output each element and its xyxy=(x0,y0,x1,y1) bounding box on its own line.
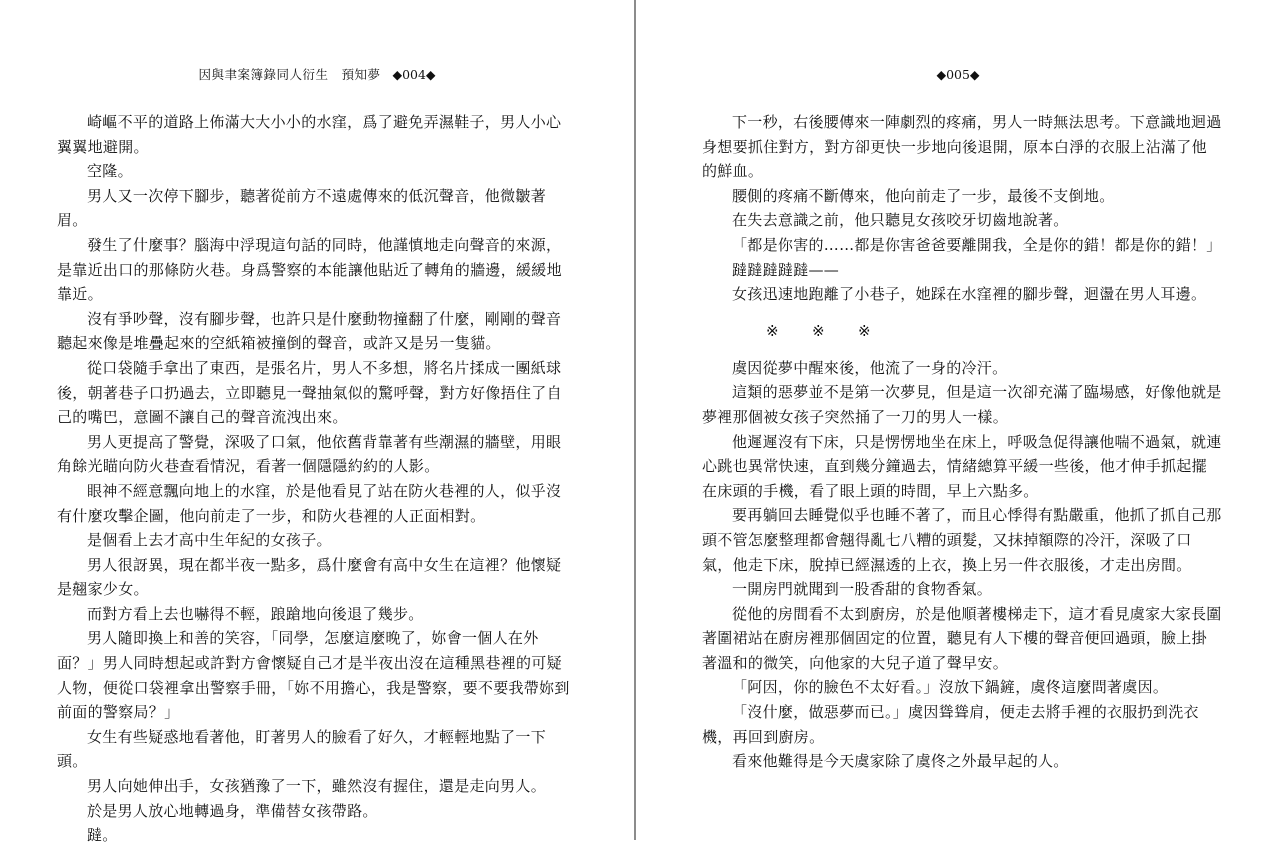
paragraph: 虞因從夢中醒來後，他流了一身的冷汗。 xyxy=(732,358,1008,377)
paragraph: 他遲遲沒有下床，只是愣愣地坐在床上，呼吸急促得讓他喘不過氣，就連心跳也異常快速，直到幾分鐘過去，情緒總算平緩一些後，他才伸手抓起擺在床頭的手機，看了眼上頭的時間，早上六點多。 xyxy=(702,432,1222,500)
paragraph: 從他的房間看不太到廚房，於是他順著樓梯走下，這才看見虞家大家長圍著圍裙站在廚房裡那個固定的位置，聽見有人下樓的聲音便回過頭，臉上掛著溫和的微笑，向他家的大兒子道了聲早安。 xyxy=(702,604,1222,672)
paragraph: 是個看上去才高中生年紀的女孩子。 xyxy=(87,531,332,550)
paragraph: 眼神不經意飄向地上的水窪，於是他看見了站在防火巷裡的人，似乎沒有什麼攻擊企圖，他向前走了一步，和防火巷裡的人正面相對。 xyxy=(57,481,562,525)
paragraph: 「沒什麼，做惡夢而已。」虞因聳聳肩，便走去將手裡的衣服扔到洗衣機，再回到廚房。 xyxy=(702,703,1199,746)
paragraph: 躂。 xyxy=(87,826,118,845)
paragraph: 看來他難得是今天虞家除了虞佟之外最早起的人。 xyxy=(732,752,1069,771)
paragraph: 要再躺回去睡覺似乎也睡不著了，而且心悸得有點嚴重，他抓了抓自己那頭不管怎麼整理都會翹得亂七八糟的頭髮，又抹掉額際的冷汗，深吸了口氣，他走下床，脫掉已經濕透的上衣，換上另一件衣服後，才走出房間。 xyxy=(702,506,1222,574)
paragraph: 女生有些疑惑地看著他，盯著男人的臉看了好久，才輕輕地點了一下頭。 xyxy=(57,727,547,771)
right-page xyxy=(636,0,1280,840)
paragraph: 「阿因，你的臉色不太好看。」沒放下鍋鏟，虞佟這麼問著虞因。 xyxy=(732,678,1169,697)
paragraph: 空隆。 xyxy=(87,162,133,181)
paragraph: 男人很訝異，現在都半夜一點多，爲什麼會有高中女生在這裡？他懷疑是翹家少女。 xyxy=(57,555,562,599)
paragraph: 男人又一次停下腳步，聽著從前方不遠處傳來的低沉聲音，他微皺著眉。 xyxy=(57,186,547,230)
paragraph: 發生了什麼事？腦海中浮現這句話的同時，他謹慎地走向聲音的來源，是靠近出口的那條防火巷。身爲警察的本能讓他貼近了轉角的牆邊，緩緩地靠近。 xyxy=(57,235,562,304)
paragraph: 沒有爭吵聲，沒有腳步聲，也許只是什麼動物撞翻了什麼，剛剛的聲音聽起來像是堆疊起來的空紙箱被撞倒的聲音，或許又是另一隻貓。 xyxy=(57,309,562,353)
left-page xyxy=(0,0,634,845)
paragraph: 從口袋隨手拿出了東西，是張名片，男人不多想，將名片揉成一團紙球後，朝著巷子口扔過去，立即聽見一聲抽氣似的驚呼聲，對方好像捂住了自己的嘴巴，意圖不讓自己的聲音流洩出來。 xyxy=(57,358,562,427)
paragraph: 女孩迅速地跑離了小巷子，她踩在水窪裡的腳步聲，迴盪在男人耳邊。 xyxy=(732,285,1207,304)
paragraph: 躂躂躂躂躂—— xyxy=(732,260,840,279)
scene-break xyxy=(702,307,1222,356)
scene-break-mark: ※ xyxy=(812,321,825,340)
paragraph: 男人隨即換上和善的笑容，「同學，怎麼這麼晚了，妳會一個人在外面？」男人同時想起或許對方會懷疑自己才是半夜出沒在這種黑巷裡的可疑人物，便從口袋裡拿出警察手冊，「妳不用擔心，我是警察，要不要我帶妳到前面的警察局？」 xyxy=(57,629,570,722)
paragraph: 「都是你害的……都是你害爸爸要離開我，全是你的錯！都是你的錯！」 xyxy=(732,235,1222,254)
left-page-header xyxy=(0,67,634,83)
paragraph: 在失去意識之前，他只聽見女孩咬牙切齒地說著。 xyxy=(732,211,1069,230)
paragraph: 而對方看上去也嚇得不輕，踉蹌地向後退了幾步。 xyxy=(87,604,424,623)
running-title: 因與聿案簿錄同人衍生 預知夢 xyxy=(198,67,381,82)
right-page-number: ◆005◆ xyxy=(936,67,980,82)
left-page-number: ◆004◆ xyxy=(392,67,436,82)
paragraph: 一開房門就聞到一股香甜的食物香氣。 xyxy=(732,580,993,599)
left-page-body xyxy=(57,110,572,848)
paragraph: 於是男人放心地轉過身，準備替女孩帶路。 xyxy=(87,801,378,820)
paragraph: 男人向她伸出手，女孩猶豫了一下，雖然沒有握住，還是走向男人。 xyxy=(87,777,547,796)
scene-break-mark: ※ xyxy=(766,321,779,340)
paragraph: 這類的惡夢並不是第一次夢見，但是這一次卻充滿了臨場感，好像他就是夢裡那個被女孩子突然捅了一刀的男人一樣。 xyxy=(702,383,1222,426)
scene-break-mark: ※ xyxy=(858,321,871,340)
paragraph: 男人更提高了警覺，深吸了口氣，他依舊背靠著有些潮濕的牆壁，用眼角餘光瞄向防火巷查看情況，看著一個隱隱約約的人影。 xyxy=(57,432,562,476)
paragraph: 下一秒，右後腰傳來一陣劇烈的疼痛，男人一時無法思考。下意識地迴過身想要抓住對方，對方卻更快一步地向後退開，原本白淨的衣服上沾滿了他的鮮血。 xyxy=(702,113,1222,181)
paragraph: 腰側的疼痛不斷傳來，他向前走了一步，最後不支倒地。 xyxy=(732,186,1115,205)
right-page-body xyxy=(702,110,1222,774)
right-page-header xyxy=(636,67,1280,83)
paragraph: 崎嶇不平的道路上佈滿大大小小的水窪，爲了避免弄濕鞋子，男人小心翼翼地避開。 xyxy=(57,113,562,156)
